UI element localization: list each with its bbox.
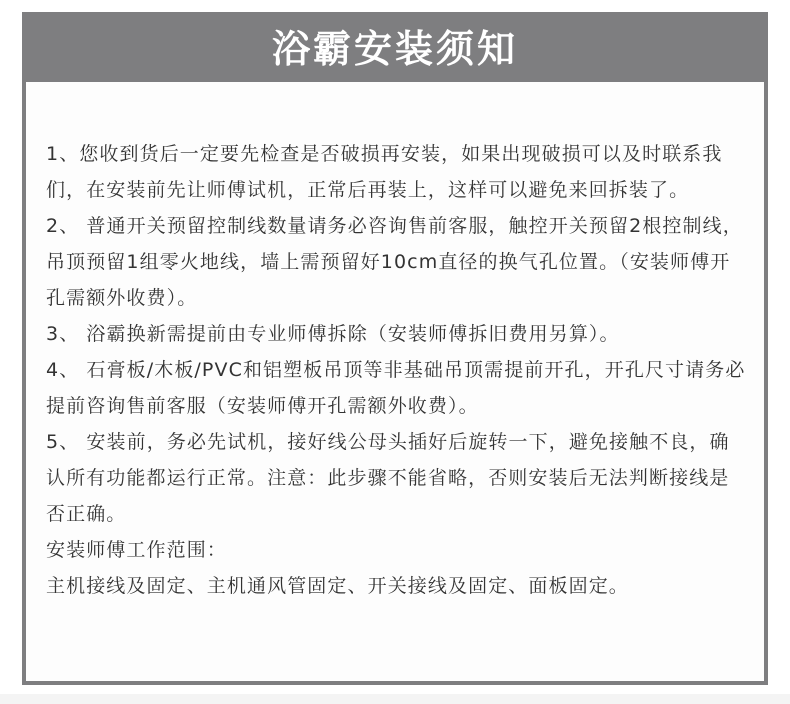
notice-card — [22, 12, 768, 685]
notice-item-5: 5、 安装前，务必先试机，接好线公母头插好后旋转一下，避免接触不良，确认所有功能都运行正常。注意：此步骤不能省略，否则安装后无法判断接线是否正确。 — [46, 431, 730, 525]
page-title: 浴霸安装须知 — [271, 27, 518, 71]
notice-item-3: 3、 浴霸换新需提前由专业师傅拆除（安装师傅拆旧费用另算）。 — [46, 323, 620, 345]
header-bar — [26, 16, 764, 82]
notice-item-1: 1、您收到货后一定要先检查是否破损再安装，如果出现破损可以及时联系我们，在安装前先让师傅试机，正常后再装上，这样可以避免来回拆装了。 — [46, 143, 723, 201]
page-bottom-band — [0, 694, 790, 704]
notice-item-2: 2、 普通开关预留控制线数量请务必咨询售前客服，触控开关预留2根控制线，吊顶预留1组零火地线，墙上需预留好10cm直径的换气孔位置。（安装师傅开孔需额外收费）。 — [46, 215, 743, 309]
notice-content — [26, 82, 764, 604]
notice-item-4: 4、 石膏板/木板/PVC和铝塑板吊顶等非基础吊顶需提前开孔，开孔尺寸请务必提前咨询售前客服（安装师傅开孔需额外收费）。 — [46, 359, 746, 417]
scope-text: 主机接线及固定、主机通风管固定、开关接线及固定、面板固定。 — [46, 575, 629, 597]
scope-title: 安装师傅工作范围： — [46, 539, 227, 561]
